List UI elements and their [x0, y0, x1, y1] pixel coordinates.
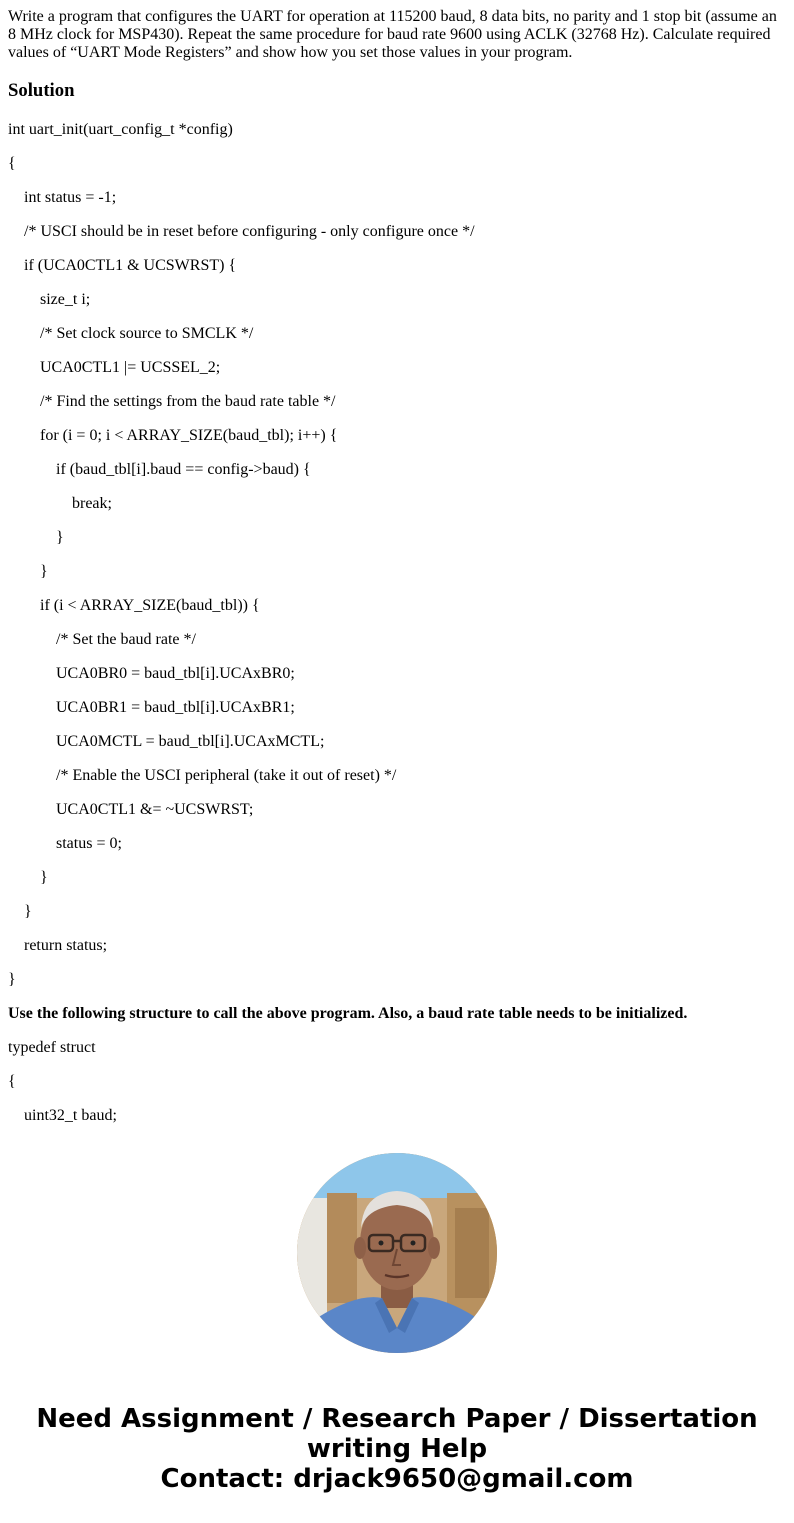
instruction-text: Use the following structure to call the above program. Also, a baud rate table needs to be initialized. — [8, 1005, 688, 1022]
code-line: UCA0BR0 = baud_tbl[i].UCAxBR0; — [56, 665, 295, 682]
promo-line: writing Help — [306, 1434, 488, 1464]
code-line: if (baud_tbl[i].baud == config->baud) { — [56, 461, 311, 478]
code-line: UCA0CTL1 |= UCSSEL_2; — [40, 359, 221, 376]
code-line: } — [40, 563, 48, 580]
code-line: if (UCA0CTL1 & UCSWRST) { — [24, 257, 237, 274]
code-line: /* Set the baud rate */ — [56, 631, 196, 648]
question-text: Write a program that configures the UART for operation at 115200 baud, 8 data bits, no parity and 1 stop bit (assume an 8 MHz clock for MSP430). Repeat the same procedure for baud rate 9600 using ACLK (32768 Hz). Calculate required values of “UART Mode Registers” and show how you set those values in your program. — [8, 8, 777, 61]
code-line: UCA0BR1 = baud_tbl[i].UCAxBR1; — [56, 699, 295, 716]
code-line: } — [40, 869, 48, 886]
code-line: if (i < ARRAY_SIZE(baud_tbl)) { — [40, 597, 260, 614]
solution-heading: Solution — [8, 80, 75, 101]
code-line: int status = -1; — [24, 189, 117, 206]
code-line: /* Find the settings from the baud rate table */ — [40, 393, 336, 410]
code-block — [8, 121, 786, 1141]
code-line: } — [24, 903, 32, 920]
code-line: UCA0CTL1 &= ~UCSWRST; — [56, 801, 254, 818]
promo-banner — [0, 1404, 794, 1494]
code-line: { — [8, 155, 16, 172]
code-line: typedef struct — [8, 1039, 96, 1056]
author-photo — [297, 1153, 497, 1353]
code-line: } — [56, 529, 64, 546]
code-line: for (i = 0; i < ARRAY_SIZE(baud_tbl); i++) { — [40, 427, 338, 444]
code-line: /* Enable the USCI peripheral (take it out of reset) */ — [56, 767, 397, 784]
code-line: return status; — [24, 937, 108, 954]
promo-line: Need Assignment / Research Paper / Dissertation — [36, 1404, 758, 1434]
code-line: } — [8, 971, 16, 988]
portrait-image — [297, 1153, 497, 1353]
contact-email: Contact: drjack9650@gmail.com — [160, 1464, 634, 1494]
code-line: break; — [72, 495, 112, 512]
code-line: UCA0MCTL = baud_tbl[i].UCAxMCTL; — [56, 733, 325, 750]
code-line: size_t i; — [40, 291, 91, 308]
code-line: int uart_init(uart_config_t *config) — [8, 121, 233, 138]
code-line: /* USCI should be in reset before configuring - only configure once */ — [24, 223, 475, 240]
code-line: uint32_t baud; — [24, 1107, 117, 1124]
code-line: /* Set clock source to SMCLK */ — [40, 325, 254, 342]
code-line: { — [8, 1073, 16, 1090]
code-line: status = 0; — [56, 835, 122, 852]
